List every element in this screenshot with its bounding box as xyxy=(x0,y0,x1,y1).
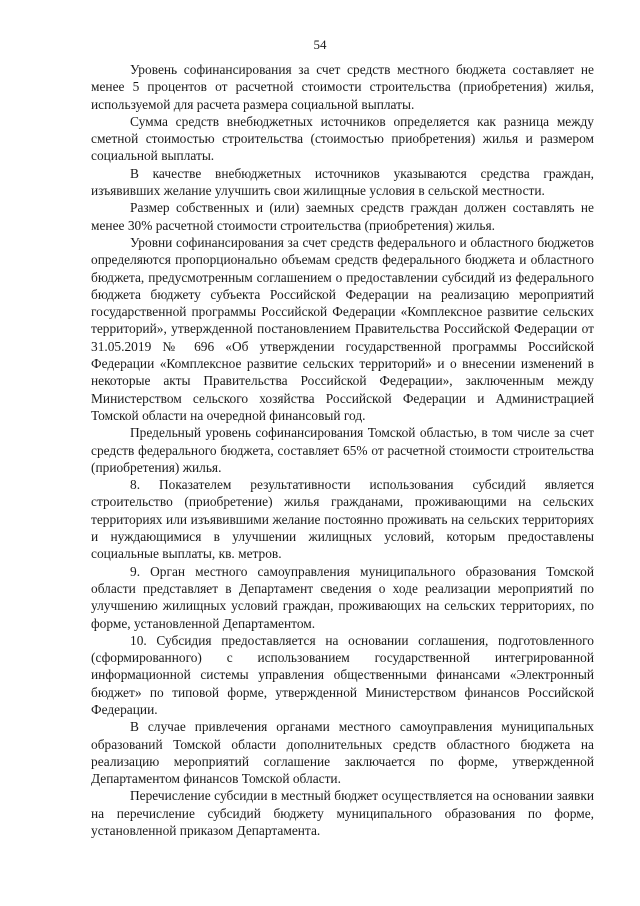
paragraph-cofinancing-local: Уровень софинансирования за счет средств местного бюджета составляет не менее 5 процентов от расчетной стоимости строительства (приобретения) жилья, используемой для расчета размера социальной выплаты. xyxy=(91,62,594,112)
paragraph-transfer: Перечисление субсидии в местный бюджет осуществляется на основании заявки на перечисление субсидий бюджету муниципального образования по форме, установленной приказом Департамента. xyxy=(91,788,594,839)
paragraph-item-8: 8. Показателем результативности использования субсидий является строительство (приобретение) жилья гражданами, проживающими на сельских территориях или изъявившими желание постоянно проживать на сельских территориях и нуждающимися в улучшении жилищных условий, которым предоставлены социальные выплаты, кв. метров. xyxy=(91,477,594,562)
paragraph-max-cofinancing: Предельный уровень софинансирования Томской областью, в том числе за счет средств федерального бюджета, составляет 65% от расчетной стоимости строительства (приобретения) жилья. xyxy=(91,425,594,475)
paragraph-item-10: 10. Субсидия предоставляется на основании соглашения, подготовленного (сформированного) с использованием государственной интегрированной информационной системы управления общественными финансами «Электронный бюджет» по типовой форме, утвержденной Министерством финансов Российской Федерации. xyxy=(91,632,594,717)
document-body xyxy=(91,61,594,839)
page-number: 54 xyxy=(313,37,327,52)
paragraph-item-9: 9. Орган местного самоуправления муниципального образования Томской области представляет в Департамент сведения о ходе реализации мероприятий по улучшению жилищных условий граждан, проживающих на сельских территориях, по форме, установленной Департаментом. xyxy=(91,563,594,631)
paragraph-federal-regional-levels: Уровни софинансирования за счет средств федерального и областного бюджетов определяются пропорционально объемам средств федерального бюджета и областного бюджета, предусмотренным соглашением о предоставлении субсидий из федерального бюджета бюджету субъекта Российской Федерации на реализацию мероприятий государственной программы Российской Федерации «Комплексное развитие сельских территорий», утвержденной постановлением Правительства Российской Федерации от 31.05.2019 № 696 «Об утверждении государственной программы Российской Федерации «Комплексное развитие сельских территорий» и о внесении изменений в некоторые акты Правительства Российской Федерации», заключенным между Министерством сельского хозяйства Российской Федерации и Администрацией Томской области на очередной финансовый год. xyxy=(91,234,594,423)
paragraph-extrabudgetary-sum: Сумма средств внебюджетных источников определяется как разница между сметной стоимостью строительства (стоимостью приобретения) жилья и размером социальной выплаты. xyxy=(91,113,594,164)
paragraph-own-funds: Размер собственных и (или) заемных средств граждан должен составлять не менее 30% расчетной стоимости строительства (приобретения) жилья. xyxy=(91,200,594,233)
paragraph-additional-funds: В случае привлечения органами местного самоуправления муниципальных образований Томской области дополнительных средств областного бюджета на реализацию мероприятий соглашение заключается по форме, утвержденной Департаментом финансов Томской области. xyxy=(91,719,594,787)
paragraph-extrabudgetary-sources: В качестве внебюджетных источников указываются средства граждан, изъявивших желание улучшить свои жилищные условия в сельской местности. xyxy=(91,165,594,199)
